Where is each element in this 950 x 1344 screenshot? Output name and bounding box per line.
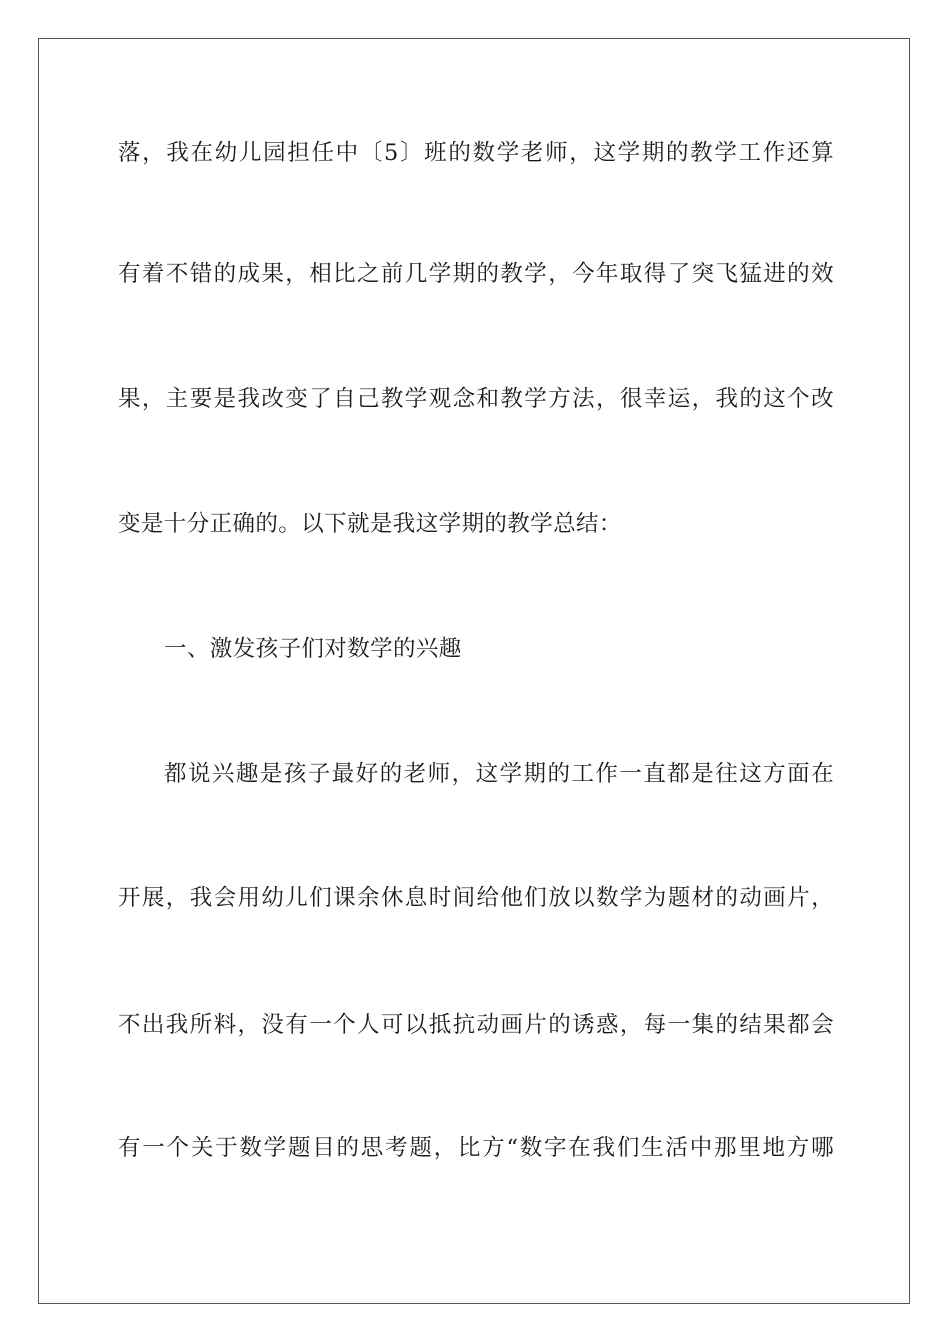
paragraph-line-7: 不出我所料，没有一个人可以抵抗动画片的诱惑，每一集的结果都会: [118, 1012, 834, 1038]
paragraph-line-6: 开展，我会用幼儿们课余休息时间给他们放以数学为题材的动画片，: [118, 885, 834, 911]
paragraph-line-3: 果，主要是我改变了自己教学观念和教学方法，很幸运，我的这个改: [118, 386, 834, 412]
section-heading: 一、激发孩子们对数学的兴趣: [164, 636, 462, 662]
paragraph-line-1: 落，我在幼儿园担任中〔5〕班的数学老师，这学期的教学工作还算: [118, 140, 834, 166]
paragraph-line-2: 有着不错的成果，相比之前几学期的教学，今年取得了突飞猛进的效: [118, 261, 834, 287]
page-border: [38, 38, 910, 1304]
paragraph-line-8: 有一个关于数学题目的思考题，比方“数字在我们生活中那里地方哪: [118, 1135, 834, 1161]
paragraph-line-4: 变是十分正确的。以下就是我这学期的教学总结：: [118, 511, 622, 537]
paragraph-line-5: 都说兴趣是孩子最好的老师，这学期的工作一直都是往这方面在: [164, 761, 834, 787]
